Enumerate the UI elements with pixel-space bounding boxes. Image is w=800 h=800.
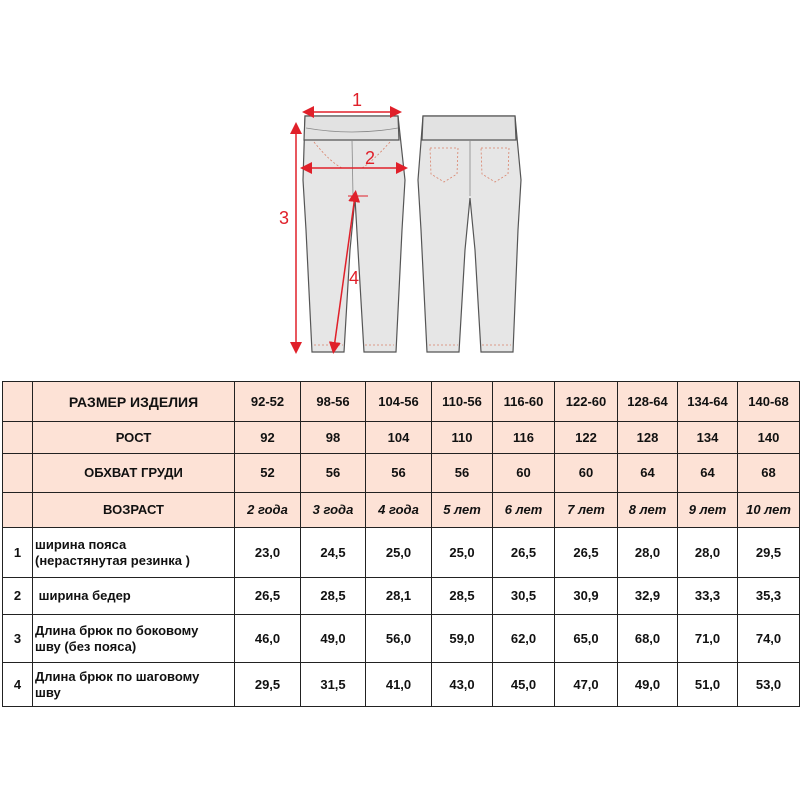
table-row [3,578,800,615]
row-description-cell [33,528,235,578]
row-description-cell [33,578,235,615]
pants-measurement-diagram [0,0,800,380]
header-value-cell: 134 [678,422,738,454]
header-label-cell: ВОЗРАСТ [33,493,235,528]
header-value-cell: 10 лет [738,493,800,528]
measurement-value-cell: 35,3 [738,578,800,615]
measurement-value-cell: 43,0 [432,663,493,707]
measurement-value-cell: 45,0 [493,663,555,707]
measurement-value-cell: 49,0 [618,663,678,707]
header-value-cell: 116 [493,422,555,454]
measure-label-4: 4 [348,268,360,288]
header-value-cell: 64 [678,454,738,493]
row-index-cell: 3 [3,615,33,663]
header-value-cell: 110 [432,422,493,454]
description-line: ширина бедер [35,588,131,603]
measurement-value-cell: 28,5 [301,578,366,615]
measure-1-waist [308,90,396,112]
header-value-cell: 92-52 [235,382,301,422]
header-value-cell: 128-64 [618,382,678,422]
measurement-value-cell: 51,0 [678,663,738,707]
header-row [3,493,800,528]
header-index-cell [3,454,33,493]
description-line: (нерастянутая резинка ) [35,552,190,568]
header-value-cell: 110-56 [432,382,493,422]
header-value-cell: 56 [432,454,493,493]
measure-label-2: 2 [364,148,376,168]
measurement-value-cell: 31,5 [301,663,366,707]
measurement-value-cell: 49,0 [301,615,366,663]
row-index-cell: 1 [3,528,33,578]
measure-label-3: 3 [278,208,290,228]
header-value-cell: 140-68 [738,382,800,422]
measurement-value-cell: 25,0 [366,528,432,578]
measurement-value-cell: 71,0 [678,615,738,663]
row-description-cell [33,663,235,707]
header-value-cell: 64 [618,454,678,493]
measurement-value-cell: 28,0 [678,528,738,578]
measure-3-side-length [279,128,296,348]
header-value-cell: 92 [235,422,301,454]
measurement-value-cell: 29,5 [235,663,301,707]
header-value-cell: 68 [738,454,800,493]
measurement-value-cell: 28,0 [618,528,678,578]
row-index-cell: 2 [3,578,33,615]
measurement-value-cell: 53,0 [738,663,800,707]
measurement-value-cell: 59,0 [432,615,493,663]
header-value-cell: 122-60 [555,382,618,422]
header-value-cell: 134-64 [678,382,738,422]
header-value-cell: 7 лет [555,493,618,528]
table-row [3,663,800,707]
header-value-cell: 52 [235,454,301,493]
measurement-value-cell: 28,5 [432,578,493,615]
measurement-value-cell: 30,9 [555,578,618,615]
measurement-value-cell: 29,5 [738,528,800,578]
measurement-value-cell: 41,0 [366,663,432,707]
header-label-cell: РОСТ [33,422,235,454]
header-value-cell: 3 года [301,493,366,528]
measurement-value-cell: 26,5 [555,528,618,578]
header-value-cell: 104 [366,422,432,454]
header-row [3,422,800,454]
description-line: ширина пояса [35,536,127,552]
header-value-cell: 98-56 [301,382,366,422]
measurement-value-cell: 32,9 [618,578,678,615]
measurement-value-cell: 25,0 [432,528,493,578]
measurement-value-cell: 74,0 [738,615,800,663]
measurement-value-cell: 26,5 [235,578,301,615]
measurement-value-cell: 65,0 [555,615,618,663]
header-index-cell [3,422,33,454]
header-value-cell: 56 [366,454,432,493]
description-line: Длина брюк по боковому [35,622,199,638]
size-chart-table [2,381,800,707]
header-value-cell: 2 года [235,493,301,528]
header-value-cell: 4 года [366,493,432,528]
measurement-value-cell: 33,3 [678,578,738,615]
description-line: шву (без пояса) [35,638,137,654]
header-value-cell: 6 лет [493,493,555,528]
header-value-cell: 60 [555,454,618,493]
header-value-cell: 140 [738,422,800,454]
table-row [3,528,800,578]
measurement-value-cell: 46,0 [235,615,301,663]
header-label-cell: РАЗМЕР ИЗДЕЛИЯ [33,382,235,422]
header-value-cell: 104-56 [366,382,432,422]
header-value-cell: 60 [493,454,555,493]
header-index-cell [3,382,33,422]
header-label-cell: ОБХВАТ ГРУДИ [33,454,235,493]
measurement-value-cell: 47,0 [555,663,618,707]
header-row [3,382,800,422]
header-value-cell: 98 [301,422,366,454]
measurement-value-cell: 30,5 [493,578,555,615]
row-index-cell: 4 [3,663,33,707]
pants-front [303,116,405,352]
description-line: Длина брюк по шаговому [35,668,200,684]
header-value-cell: 116-60 [493,382,555,422]
measure-label-1: 1 [351,90,363,110]
measurement-value-cell: 23,0 [235,528,301,578]
pants-back [418,116,521,352]
measurement-value-cell: 62,0 [493,615,555,663]
measurement-value-cell: 24,5 [301,528,366,578]
measurement-value-cell: 56,0 [366,615,432,663]
header-value-cell: 56 [301,454,366,493]
header-value-cell: 128 [618,422,678,454]
measurement-value-cell: 68,0 [618,615,678,663]
header-value-cell: 5 лет [432,493,493,528]
header-value-cell: 122 [555,422,618,454]
measurement-value-cell: 28,1 [366,578,432,615]
header-value-cell: 8 лет [618,493,678,528]
measurement-value-cell: 26,5 [493,528,555,578]
table-row [3,615,800,663]
header-value-cell: 9 лет [678,493,738,528]
header-row [3,454,800,493]
row-description-cell [33,615,235,663]
description-line: шву [35,684,61,700]
header-index-cell [3,493,33,528]
